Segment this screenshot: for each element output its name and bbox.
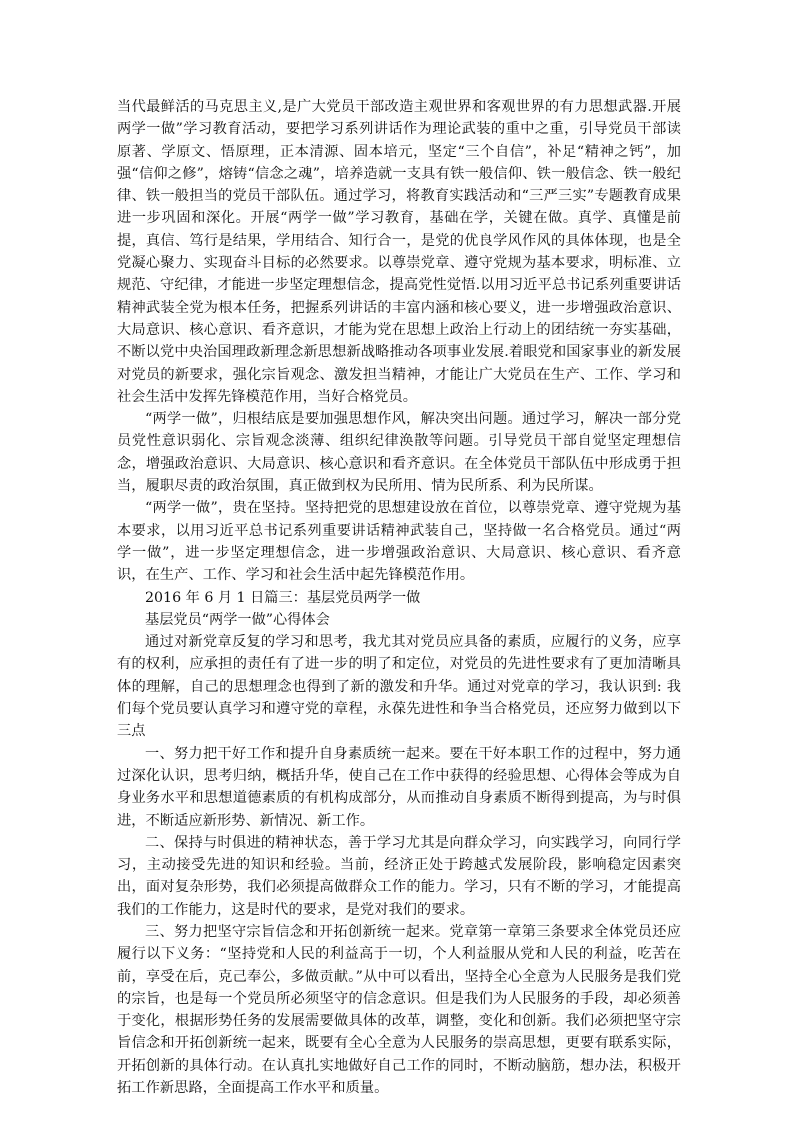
document-page [117,96,681,1099]
paragraph-persistence: “两学一做”，贵在坚持。坚持把党的思想建设放在首位，以尊崇党章、遵守党规为基本要求，以用习近平总书记系列重要讲话精神武装自己，坚持做一名合格党员。通过“两学一做”，进一步坚定理想信念，进一步增强政治意识、大局意识、核心意识、看齐意识，在生产、工作、学习和社会生活中起先锋模范作用。 [117,500,681,584]
paragraph-point-three: 三、努力把坚守宗旨信念和开拓创新统一起来。党章第一章第三条要求全体党员还应履行以下义务：“坚持党和人民的利益高于一切，个人利益服从党和人民的利益，吃苦在前，享受在后，克己奉公，多做贡献。”从中可以看出，坚持全心全意为人民服务是我们党的宗旨，也是每一个党员所必须坚守的信念意识。但是我们为人民服务的手段，却必须善于变化，根据形势任务的发展需要做具体的改革，调整，变化和创新。我们必须把坚守宗旨信念和开拓创新统一起来，既要有全心全意为人民服务的崇高思想，更要有联系实际，开拓创新的具体行动。在认真扎实地做好自己工作的同时，不断动脑筋，想办法，积极开拓工作新思路，全面提高工作水平和质量。 [117,923,681,1097]
section-date-title: 2016 年 6 月 1 日篇三：基层党员两学一做 [145,589,421,606]
section-heading: 基层党员“两学一做”心得体会 [145,611,330,628]
paragraph-party-theory: 当代最鲜活的马克思主义,是广大党员干部改造主观世界和客观世界的有力思想武器.开展两学一做”学习教育活动，要把学习系列讲话作为理论武装的重中之重，引导党员干部读原著、学原文、悟原理，正本清源、固本培元，坚定“三个自信”，补足“精神之钙”，加强“信仰之修”，熔铸“信念之魂”，培养造就一支具有铁一般信仰、铁一般信念、铁一般纪律、铁一般担当的党员干部队伍。通过学习，将教育实践活动和“三严三实”专题教育成果进一步巩固和深化。开展“两学一做”学习教育，基础在学，关键在做。真学、真懂是前提，真信、笃行是结果，学用结合、知行合一，是党的优良学风作风的具体体现，也是全党凝心聚力、实现奋斗目标的必然要求。以尊崇党章、遵守党规为基本要求，明标准、立规范、守纪律，才能进一步坚定理想信念，提高党性觉悟.以用习近平总书记系列重要讲话精神武装全党为根本任务，把握系列讲话的丰富内涵和核心要义，进一步增强政治意识、大局意识、核心意识、看齐意识，才能为党在思想上政治上行动上的团结统一夯实基础，不断以党中央治国理政新理念新思想新战略推动各项事业发展.着眼党和国家事业的新发展对党员的新要求，强化宗旨观念、激发担当精神，才能让广大党员在生产、工作、学习和社会生活中发挥先锋模范作用，当好合格党员。 [117,99,681,405]
paragraph-intro: 通过对新党章反复的学习和思考，我尤其对党员应具备的素质，应履行的义务，应享有的权利，应承担的责任有了进一步的明了和定位，对党员的先进性要求有了更加清晰具体的理解，自己的思想理念也得到了新的激发和升华。通过对党章的学习，我认识到: 我们每个党员要认真学习和遵守党的章程，永葆先进性和争当合格党员，还应努力做到以下三点 [117,634,681,740]
paragraph-point-two: 二、保持与时俱进的精神状态，善于学习尤其是向群众学习，向实践学习，向同行学习，主动接受先进的知识和经验。当前，经济正处于跨越式发展阶段，影响稳定因素突出，面对复杂形势，我们必须提高做群众工作的能力。学习，只有不断的学习，才能提高我们的工作能力，这是时代的要求，是党对我们的要求。 [117,834,681,918]
paragraph-thinking-style: “两学一做”，归根结底是要加强思想作风，解决突出问题。通过学习，解决一部分党员党性意识弱化、宗旨观念淡薄、组织纪律涣散等问题。引导党员干部自觉坚定理想信念，增强政治意识、大局意识、核心意识和看齐意识。在全体党员干部队伍中形成勇于担当，履职尽责的政治氛围，真正做到权为民所用、情为民所系、利为民所谋。 [117,411,681,495]
paragraph-point-one: 一、努力把干好工作和提升自身素质统一起来。要在干好本职工作的过程中，努力通过深化认识，思考归纳，概括升华，使自己在工作中获得的经验思想、心得体会等成为自身业务水平和思想道德素质的有机构成部分，从而推动自身素质不断得到提高，为与时俱进，不断适应新形势、新情况、新工作。 [117,745,681,829]
